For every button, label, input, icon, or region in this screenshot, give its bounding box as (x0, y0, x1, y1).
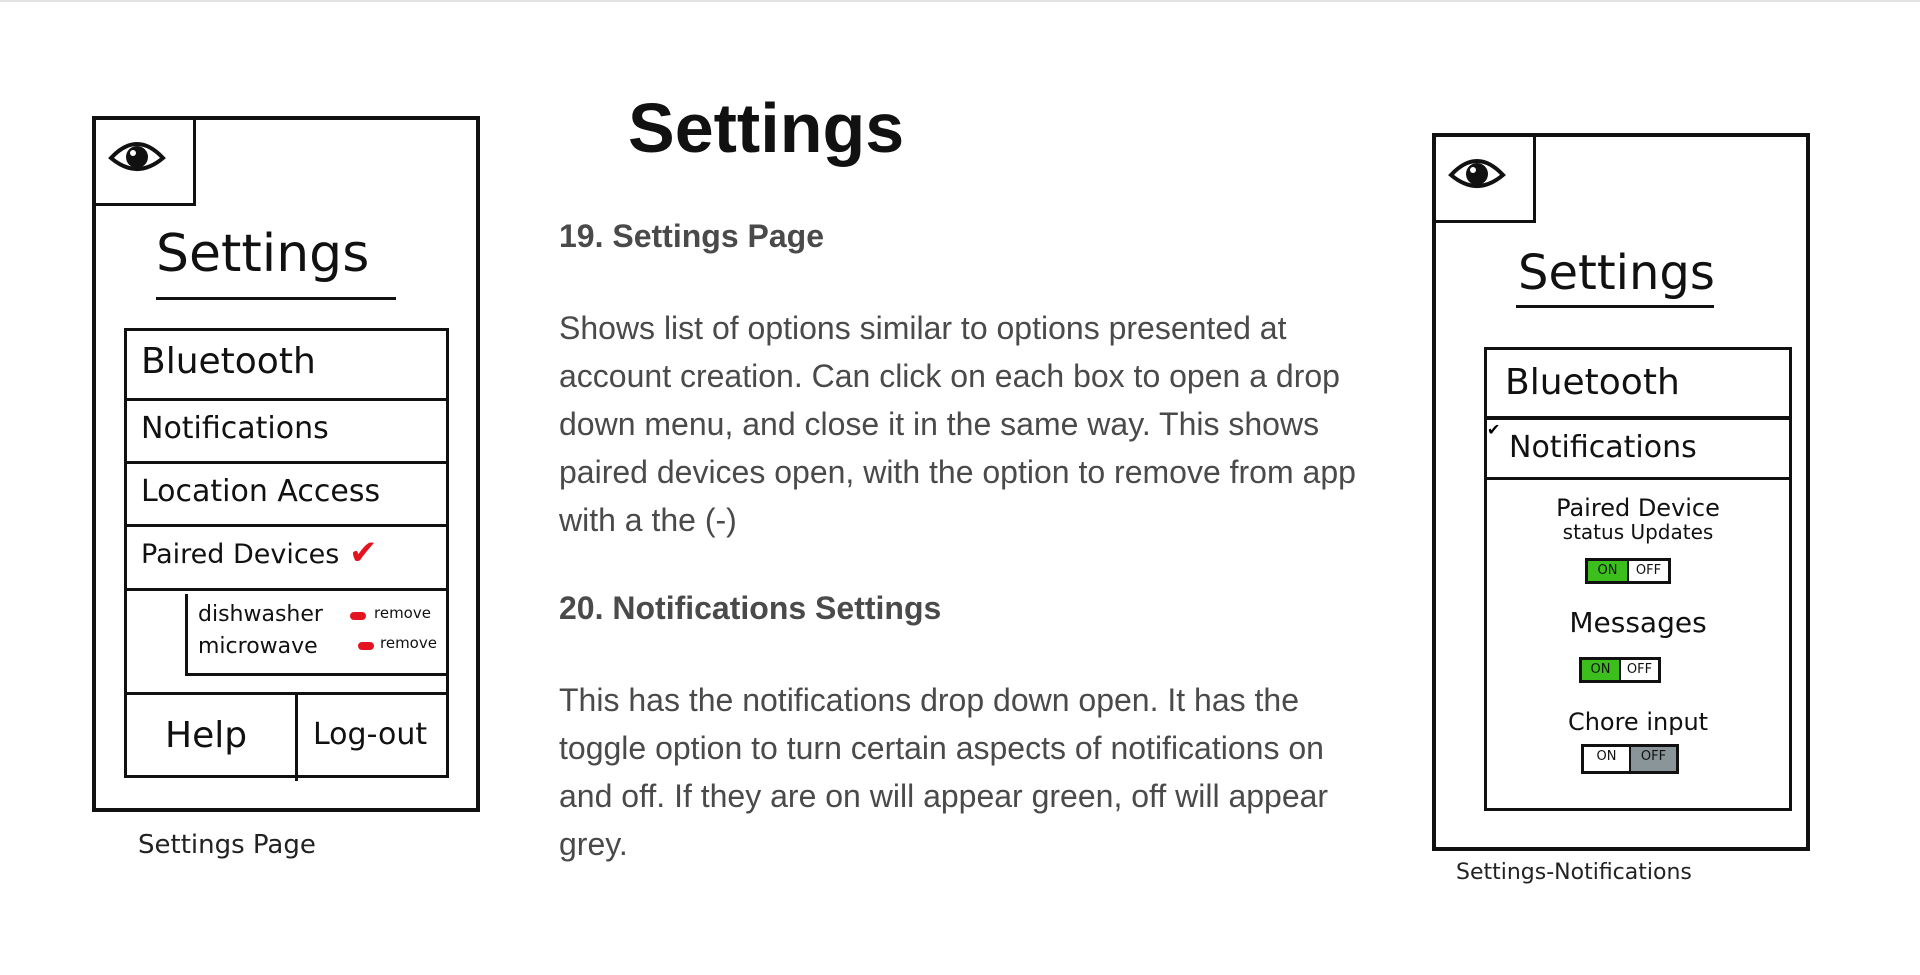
settings-list (1484, 347, 1792, 811)
top-divider (0, 0, 1920, 2)
list-item-location-access[interactable] (127, 464, 446, 527)
divider (295, 695, 298, 781)
page-title: Settings (628, 89, 905, 167)
remove-label[interactable]: remove (374, 604, 431, 622)
list-item-paired-devices[interactable] (127, 527, 446, 591)
sketch-title: Settings (156, 224, 370, 284)
settings-list (124, 328, 449, 778)
list-item-bluetooth[interactable] (1487, 350, 1789, 420)
list-item-label: Bluetooth (141, 341, 316, 382)
check-icon: ✔ (349, 533, 378, 573)
messages-toggle[interactable] (1579, 657, 1661, 683)
sketch-title: Settings (1518, 245, 1715, 301)
help-button[interactable]: Help (165, 715, 248, 756)
section-body: Shows list of options similar to options presented at account creation. Can click on each box to open a drop down menu, and close it in the same way. This shows paired devices open, with the option to remove from app with a the (-) (559, 310, 1356, 538)
paired-device-status-toggle[interactable] (1585, 558, 1671, 584)
list-item-label: Notifications (1509, 430, 1697, 465)
remove-icon[interactable] (358, 642, 374, 650)
remove-icon[interactable] (350, 612, 366, 620)
logo-box (1432, 133, 1536, 223)
toggle-off[interactable]: OFF (1629, 747, 1676, 771)
option-label: Paired Device (1556, 494, 1720, 522)
footer-row (127, 692, 446, 781)
title-underline (156, 297, 396, 300)
option-label: Messages (1569, 606, 1707, 639)
option-label: status Updates (1562, 520, 1714, 544)
list-item-label: Notifications (141, 411, 329, 446)
title-underline (1516, 305, 1714, 308)
list-item-label: Paired Devices (141, 539, 340, 570)
paired-devices-dropdown (185, 594, 449, 676)
toggle-off[interactable]: OFF (1619, 660, 1658, 680)
logo-box (92, 116, 196, 206)
eye-icon (108, 134, 166, 178)
eye-icon (1448, 151, 1506, 195)
option-label: Chore input (1567, 708, 1709, 736)
section-body: This has the notifications drop down open. It has the toggle option to turn certain aspects of notifications on and off. If they are on will appear green, off will appear grey. (559, 682, 1329, 862)
remove-label[interactable]: remove (380, 634, 437, 652)
toggle-on[interactable]: ON (1582, 660, 1619, 680)
device-name: microwave (198, 634, 318, 659)
list-item-label: Location Access (141, 474, 381, 509)
notifications-settings-sketch (1432, 133, 1810, 851)
section-title: 20. Notifications Settings (559, 590, 942, 626)
section-title: 19. Settings Page (559, 218, 824, 254)
toggle-on[interactable]: ON (1596, 749, 1617, 764)
check-icon: ✔ (1487, 422, 1501, 439)
list-item-label: Bluetooth (1505, 362, 1680, 403)
logout-button[interactable]: Log-out (313, 717, 428, 752)
settings-page-sketch (92, 116, 480, 812)
sketch-caption: Settings Page (138, 830, 316, 860)
list-item-notifications[interactable] (1487, 420, 1789, 480)
list-item-notifications[interactable] (127, 401, 446, 464)
list-item-bluetooth[interactable] (127, 331, 446, 401)
sketch-caption: Settings-Notifications (1456, 860, 1692, 885)
chore-input-toggle[interactable] (1581, 744, 1679, 774)
toggle-on[interactable]: ON (1588, 561, 1627, 581)
device-name: dishwasher (198, 602, 323, 627)
toggle-off[interactable]: OFF (1627, 561, 1668, 581)
